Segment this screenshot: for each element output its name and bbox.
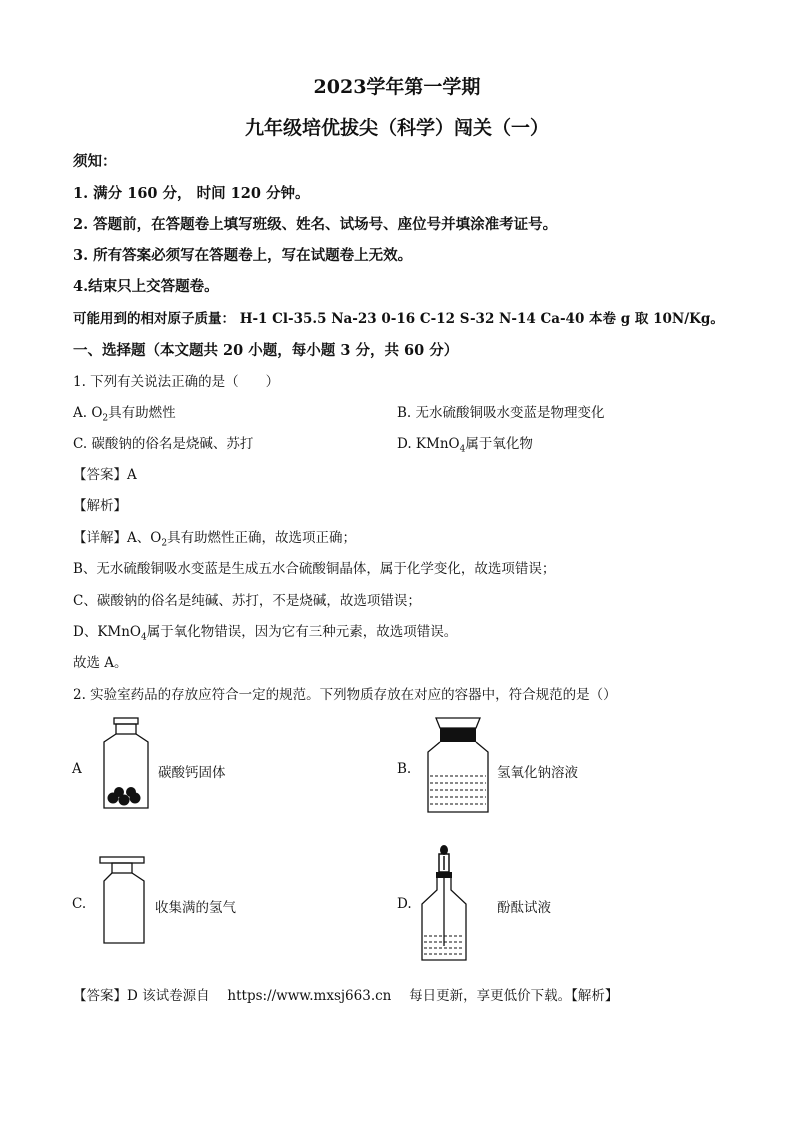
q2-answer-line: 【答案】D 该试卷源自 https://www.mxsj663.cn 每日更新，享更低价下载。【解析】	[73, 988, 619, 1004]
q1-detail-d: D、KMnO$_4$属于氧化物错误，因为它有三种元素，故选项错误。	[73, 624, 458, 643]
q1-option-a: A. $O_2$具有助燃性	[73, 405, 176, 424]
atomic-mass-line: 可能用到的相对原子质量： H-1 Cl-35.5 Na-23 0-16 C-12 S-32 N-14 Ca-40 本卷 g 取 10N/Kg。	[73, 311, 724, 327]
q1-detail-b: B、无水硫酸铜吸水变蓝是生成五水合硫酸铜晶体，属于化学变化，故选项错误；	[73, 561, 556, 577]
dropper-bottle-icon	[418, 842, 470, 964]
notice-heading: 须知：	[73, 153, 117, 170]
section-heading: 一、选择题（本文题共 20 小题，每小题 3 分，共 60 分）	[73, 342, 459, 359]
q1-stem: 1. 下列有关说法正确的是（ ）	[73, 374, 280, 390]
q1-option-d: D. KMnO$_4$属于氧化物	[397, 436, 533, 455]
q1-answer: 【答案】A	[73, 467, 137, 483]
q1-detail-c: C、碳酸钠的俗名是纯碱、苏打，不是烧碱，故选项错误；	[73, 593, 421, 609]
gas-collecting-bottle-icon	[96, 855, 152, 947]
q2-stem: 2. 实验室药品的存放应符合一定的规范。下列物质存放在对应的容器中，符合规范的是（）	[73, 687, 617, 703]
exam-subtitle: 九年级培优拔尖（科学）闯关（一）	[244, 117, 549, 139]
q1-conclusion: 故选 A。	[73, 655, 128, 671]
exam-title: 2023学年第一学期	[313, 76, 481, 98]
q1-option-b: B. 无水硫酸铜吸水变蓝是物理变化	[397, 405, 605, 421]
notice-item-2: 2. 答题前，在答题卷上填写班级、姓名、试场号、座位号并填涂准考证号。	[73, 216, 558, 233]
stoppered-solution-bottle-icon	[422, 716, 494, 816]
notice-item-1: 1. 满分 160 分， 时间 120 分钟。	[73, 185, 310, 202]
q2-option-c-label: 收集满的氢气	[155, 900, 236, 916]
q2-option-d-letter: D.	[397, 896, 412, 912]
q2-option-d-label: 酚酞试液	[497, 900, 551, 916]
q2-option-c-letter: C.	[72, 896, 87, 912]
notice-item-4: 4.结束只上交答题卷。	[73, 278, 219, 295]
q2-option-a-letter: A	[72, 761, 82, 777]
notice-item-3: 3. 所有答案必须写在答题卷上，写在试题卷上无效。	[73, 247, 413, 264]
wide-mouth-bottle-icon	[96, 716, 156, 812]
q2-option-b-label: 氢氧化钠溶液	[497, 765, 578, 781]
q1-option-c: C. 碳酸钠的俗名是烧碱、苏打	[73, 436, 254, 452]
q1-analysis-tag: 【解析】	[73, 498, 127, 514]
q2-option-b-letter: B.	[397, 761, 412, 777]
q2-option-a-label: 碳酸钙固体	[158, 765, 226, 781]
source-notice: 该试卷源自 https://www.mxsj663.cn 每日更新，享更低价下载。	[142, 988, 572, 1004]
q1-detail-a: 【详解】A、$O_2$具有助燃性正确，故选项正确；	[73, 530, 357, 549]
